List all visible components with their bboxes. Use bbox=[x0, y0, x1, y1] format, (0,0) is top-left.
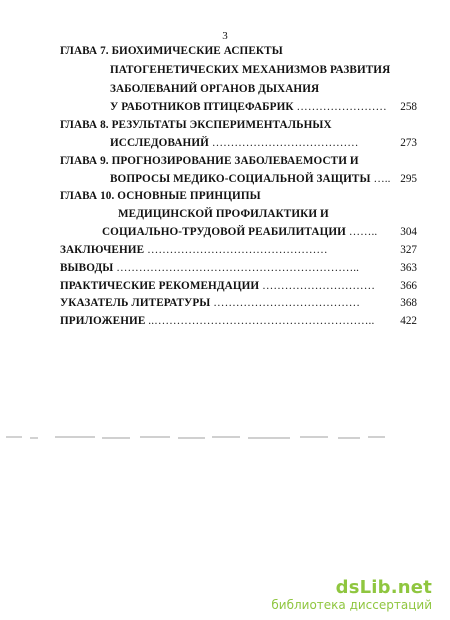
toc-entry-chapter-10-line-3: СОЦИАЛЬНО-ТРУДОВОЙ РЕАБИЛИТАЦИИ …….. bbox=[102, 226, 378, 238]
toc-entry-chapter-10-line-1: ГЛАВА 10. ОСНОВНЫЕ ПРИНЦИПЫ bbox=[60, 190, 261, 202]
leader-dots: ….. bbox=[373, 173, 391, 185]
toc-page-number: 422 bbox=[400, 315, 417, 327]
toc-entry-chapter-8-line-2: ИССЛЕДОВАНИЙ ………………………………… bbox=[110, 137, 359, 149]
watermark-logo: dsLib.net bbox=[335, 577, 432, 598]
leader-dots: ……………………………………………………….. bbox=[116, 262, 360, 274]
toc-page-number: 258 bbox=[400, 101, 417, 113]
toc-entry-references: УКАЗАТЕЛЬ ЛИТЕРАТУРЫ ………………………………… bbox=[60, 297, 361, 309]
leader-dots: ………………………………… bbox=[211, 137, 359, 149]
toc-entry-chapter-9-line-1: ГЛАВА 9. ПРОГНОЗИРОВАНИЕ ЗАБОЛЕВАЕМОСТИ И bbox=[60, 155, 359, 167]
toc-entry-chapter-7-line-4: У РАБОТНИКОВ ПТИЦЕФАБРИК …………………… bbox=[110, 101, 387, 113]
toc-entry-chapter-7-line-3: ЗАБОЛЕВАНИЙ ОРГАНОВ ДЫХАНИЯ bbox=[110, 83, 320, 95]
toc-page-number: 366 bbox=[400, 280, 417, 292]
leader-dots: …….. bbox=[348, 226, 378, 238]
toc-page-number: 295 bbox=[400, 173, 417, 185]
leader-dots: ………………………………… bbox=[213, 297, 361, 309]
toc-entry-appendix: ПРИЛОЖЕНИЕ ..………………………………………………….. bbox=[60, 315, 375, 327]
leader-dots: ..………………………………………………….. bbox=[148, 315, 375, 327]
toc-page-number: 368 bbox=[400, 297, 417, 309]
toc-entry-recommendations: ПРАКТИЧЕСКИЕ РЕКОМЕНДАЦИИ ………………………… bbox=[60, 280, 375, 292]
leader-dots: …………………… bbox=[296, 101, 387, 113]
toc-entry-chapter-9-line-2: ВОПРОСЫ МЕДИКО-СОЦИАЛЬНОЙ ЗАЩИТЫ ….. bbox=[110, 173, 391, 185]
page-number: 3 bbox=[222, 30, 228, 42]
toc-entry-chapter-7-line-1: ГЛАВА 7. БИОХИМИЧЕСКИЕ АСПЕКТЫ bbox=[60, 45, 283, 57]
toc-entry-chapter-8-line-1: ГЛАВА 8. РЕЗУЛЬТАТЫ ЭКСПЕРИМЕНТАЛЬНЫХ bbox=[60, 119, 332, 131]
toc-entry-chapter-7-line-2: ПАТОГЕНЕТИЧЕСКИХ МЕХАНИЗМОВ РАЗВИТИЯ bbox=[110, 64, 391, 76]
leader-dots: ………………………… bbox=[262, 280, 375, 292]
toc-page-number: 304 bbox=[400, 226, 417, 238]
toc-entry-findings: ВЫВОДЫ ……………………………………………………….. bbox=[60, 262, 360, 274]
toc-page-number: 363 bbox=[400, 262, 417, 274]
leader-dots: ………………………………………… bbox=[147, 244, 328, 256]
watermark-tagline: библиотека диссертаций bbox=[271, 598, 432, 612]
toc-page-number: 273 bbox=[400, 137, 417, 149]
watermark bbox=[271, 578, 432, 612]
toc-entry-chapter-10-line-2: МЕДИЦИНСКОЙ ПРОФИЛАКТИКИ И bbox=[118, 208, 329, 220]
toc-page-number: 327 bbox=[400, 244, 417, 256]
toc-entry-conclusion: ЗАКЛЮЧЕНИЕ ………………………………………… bbox=[60, 244, 328, 256]
scan-artifact-line bbox=[0, 432, 450, 442]
